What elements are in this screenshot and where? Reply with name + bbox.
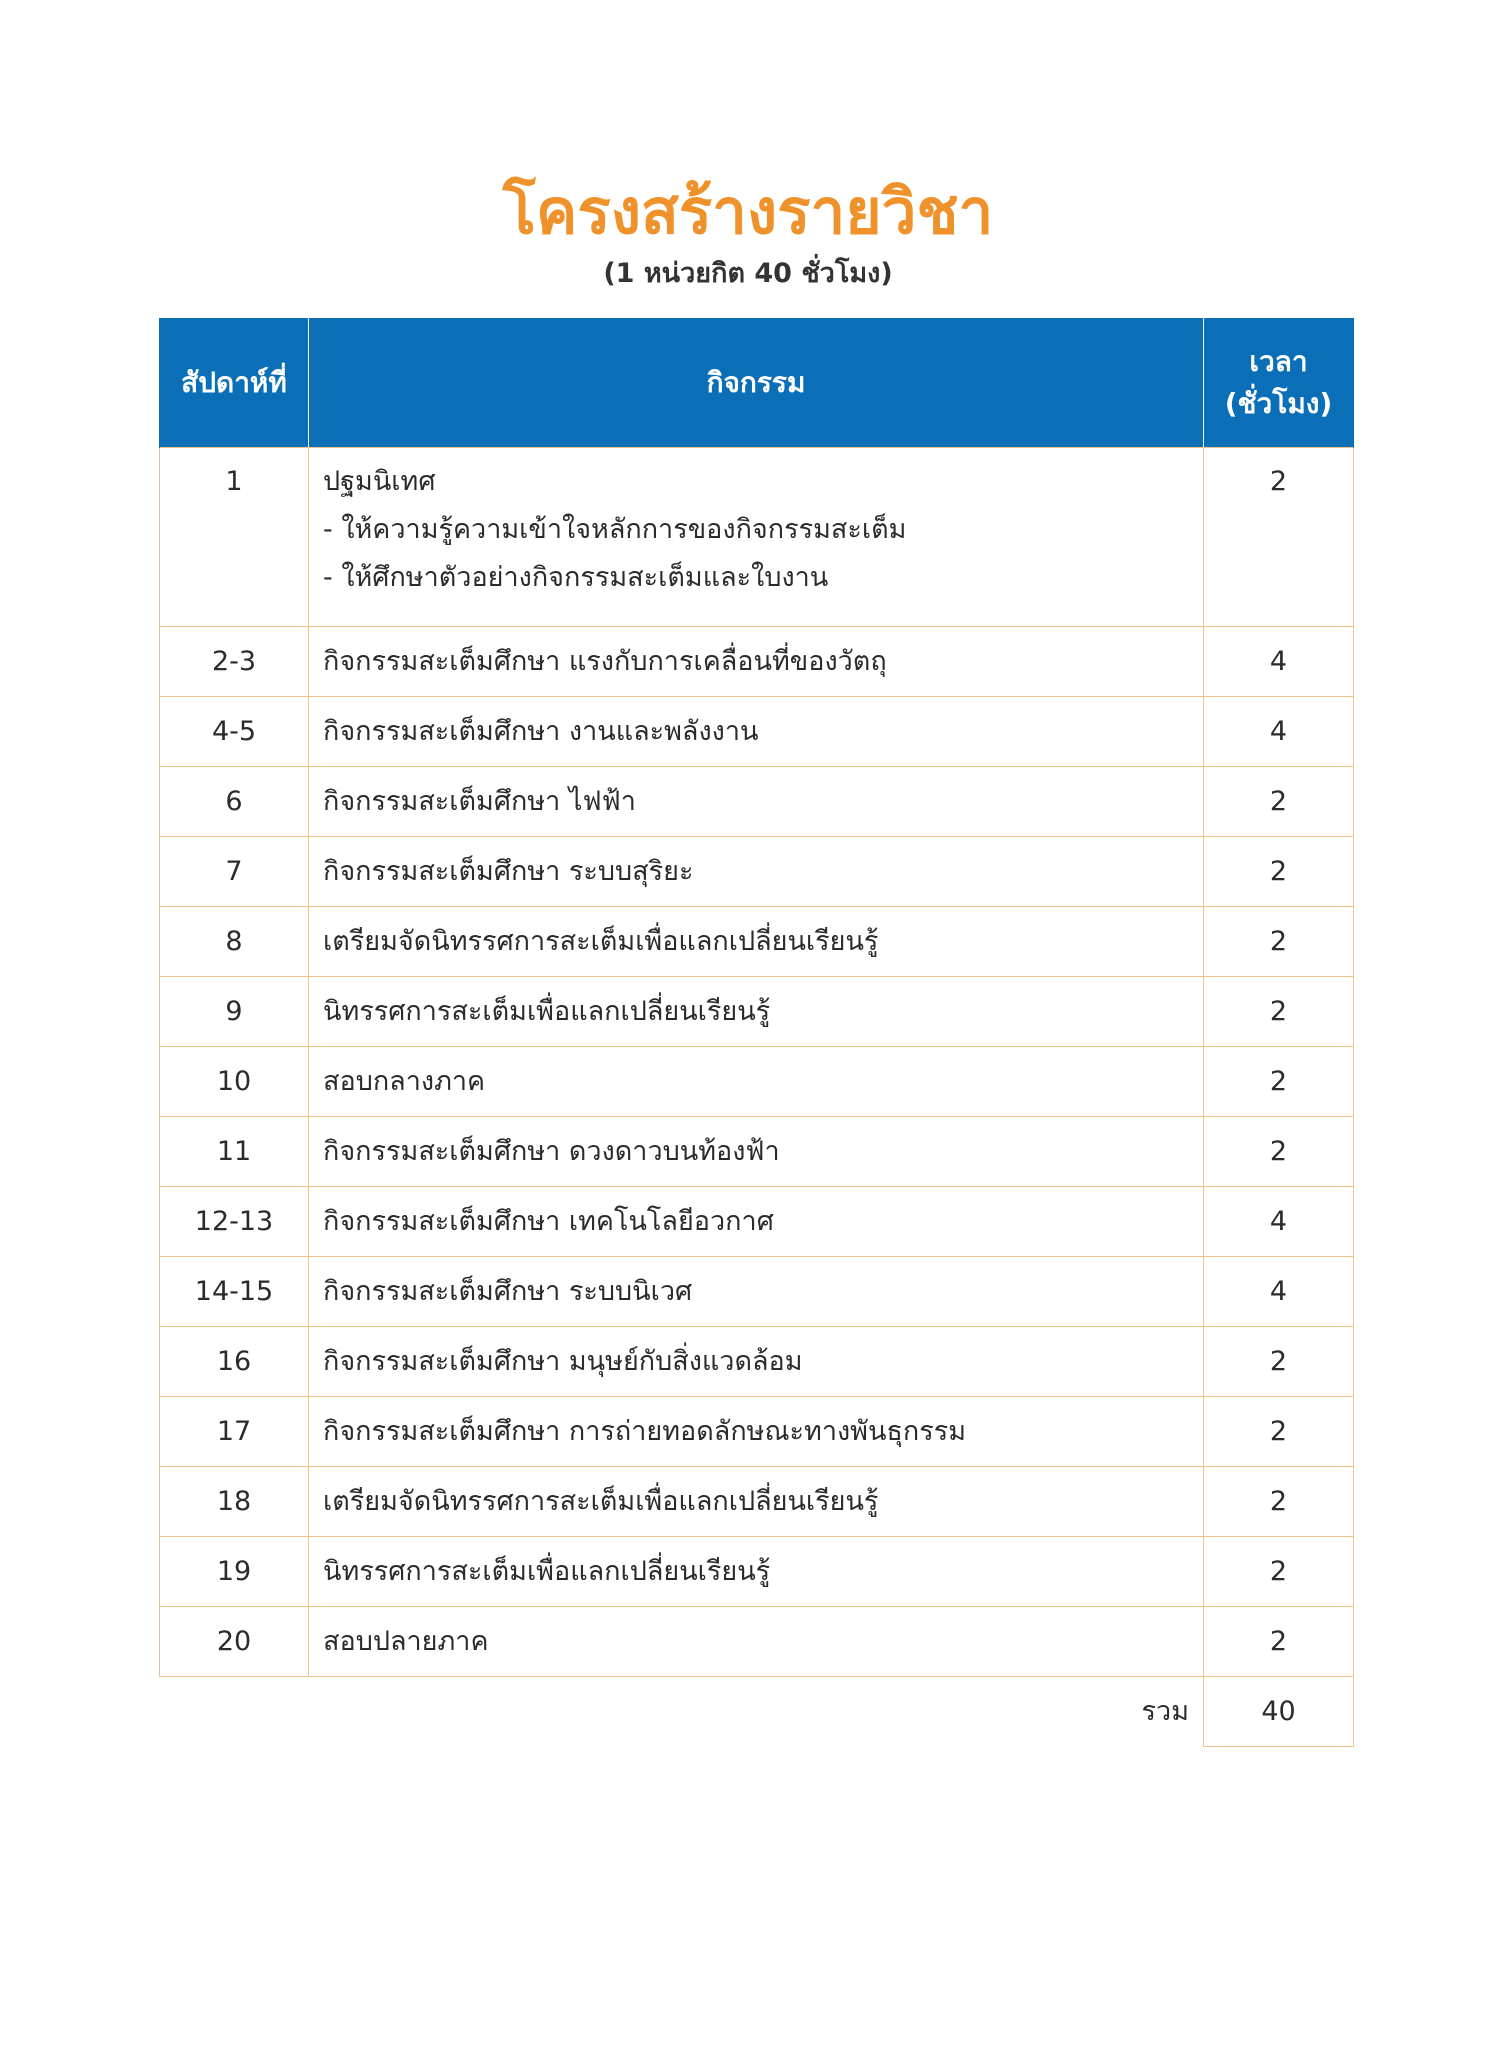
activity-line: สอบปลายภาค (323, 1625, 489, 1657)
activity-line: กิจกรรมสะเต็มศึกษา ระบบนิเวศ (323, 1275, 693, 1307)
hours-cell: 2 (1204, 1537, 1354, 1607)
hours-cell: 2 (1204, 837, 1354, 907)
table-row (160, 1047, 1354, 1117)
activity-cell (309, 977, 1204, 1047)
week-cell: 10 (160, 1047, 309, 1117)
hours-cell: 2 (1204, 1397, 1354, 1467)
week-cell: 12-13 (160, 1187, 309, 1257)
week-cell: 14-15 (160, 1257, 309, 1327)
week-cell: 7 (160, 837, 309, 907)
week-cell: 8 (160, 907, 309, 977)
activity-line: - ให้ความรู้ความเข้าใจหลักการของกิจกรรมสะเต็ม (323, 514, 907, 545)
activity-line: กิจกรรมสะเต็มศึกษา ระบบสุริยะ (323, 855, 694, 887)
header-time-line2: (ชั่วโมง) (1224, 386, 1333, 420)
hours-cell: 2 (1204, 1327, 1354, 1397)
week-cell: 1 (160, 448, 309, 627)
activity-line: ปฐมนิเทศ (323, 466, 436, 497)
page-title: โครงสร้างรายวิชา (502, 175, 994, 248)
hours-cell: 2 (1204, 977, 1354, 1047)
hours-cell: 2 (1204, 1047, 1354, 1117)
activity-line: สอบกลางภาค (323, 1065, 486, 1097)
hours-cell: 2 (1204, 767, 1354, 837)
week-cell: 20 (160, 1607, 309, 1677)
table-body (160, 448, 1354, 1677)
hours-cell: 2 (1204, 1467, 1354, 1537)
table-row (160, 1117, 1354, 1187)
page-subtitle: (1 หน่วยกิต 40 ชั่วโมง) (603, 258, 893, 289)
week-cell: 6 (160, 767, 309, 837)
table-header-row (160, 318, 1354, 448)
activity-line: กิจกรรมสะเต็มศึกษา แรงกับการเคลื่อนที่ของวัตถุ (323, 645, 887, 677)
table-row (160, 1607, 1354, 1677)
week-cell: 16 (160, 1327, 309, 1397)
activity-line: กิจกรรมสะเต็มศึกษา เทคโนโลยีอวกาศ (323, 1205, 774, 1237)
table-row (160, 1397, 1354, 1467)
total-row (160, 1677, 1354, 1747)
activity-cell (309, 767, 1204, 837)
activity-line: กิจกรรมสะเต็มศึกษา งานและพลังงาน (323, 715, 759, 747)
hours-cell: 4 (1204, 627, 1354, 697)
activity-cell (309, 1397, 1204, 1467)
table-row (160, 1327, 1354, 1397)
table-row (160, 627, 1354, 697)
header-time-line1: เวลา (1249, 344, 1308, 378)
week-cell: 18 (160, 1467, 309, 1537)
course-structure-table (159, 318, 1354, 1747)
header-week: สัปดาห์ที่ (160, 318, 309, 448)
table-row (160, 448, 1354, 627)
hours-cell: 2 (1204, 907, 1354, 977)
table-row (160, 1187, 1354, 1257)
activity-cell (309, 837, 1204, 907)
week-cell: 11 (160, 1117, 309, 1187)
hours-cell: 4 (1204, 1257, 1354, 1327)
hours-cell: 2 (1204, 1117, 1354, 1187)
week-cell: 17 (160, 1397, 309, 1467)
hours-cell: 4 (1204, 1187, 1354, 1257)
table-row (160, 977, 1354, 1047)
activity-cell (309, 1117, 1204, 1187)
activity-line: กิจกรรมสะเต็มศึกษา การถ่ายทอดลักษณะทางพันธุกรรม (323, 1415, 967, 1447)
activity-cell (309, 907, 1204, 977)
table-row (160, 837, 1354, 907)
activity-cell (309, 1537, 1204, 1607)
activity-line: เตรียมจัดนิทรรศการสะเต็มเพื่อแลกเปลี่ยนเรียนรู้ (323, 1485, 879, 1517)
activity-line: เตรียมจัดนิทรรศการสะเต็มเพื่อแลกเปลี่ยนเรียนรู้ (323, 925, 879, 957)
activity-cell (309, 1467, 1204, 1537)
activity-line: กิจกรรมสะเต็มศึกษา ไฟฟ้า (323, 785, 636, 817)
activity-cell (309, 448, 1204, 627)
activity-line: - ให้ศึกษาตัวอย่างกิจกรรมสะเต็มและใบงาน (323, 562, 829, 593)
week-cell: 19 (160, 1537, 309, 1607)
activity-cell (309, 1257, 1204, 1327)
activity-line: นิทรรศการสะเต็มเพื่อแลกเปลี่ยนเรียนรู้ (323, 1555, 771, 1587)
week-cell: 9 (160, 977, 309, 1047)
table-row (160, 1257, 1354, 1327)
activity-cell (309, 627, 1204, 697)
hours-cell: 2 (1204, 448, 1354, 627)
week-cell: 4-5 (160, 697, 309, 767)
activity-line: กิจกรรมสะเต็มศึกษา ดวงดาวบนท้องฟ้า (323, 1135, 780, 1167)
hours-cell: 4 (1204, 697, 1354, 767)
table-row (160, 907, 1354, 977)
table-row (160, 1467, 1354, 1537)
header-time (1204, 318, 1354, 448)
table-row (160, 1537, 1354, 1607)
week-cell: 2-3 (160, 627, 309, 697)
activity-cell (309, 1327, 1204, 1397)
table-row (160, 697, 1354, 767)
total-label: รวม (1141, 1695, 1189, 1727)
activity-cell (309, 1187, 1204, 1257)
activity-cell (309, 1607, 1204, 1677)
header-activity: กิจกรรม (309, 318, 1204, 448)
activity-line: นิทรรศการสะเต็มเพื่อแลกเปลี่ยนเรียนรู้ (323, 995, 771, 1027)
activity-line: กิจกรรมสะเต็มศึกษา มนุษย์กับสิ่งแวดล้อม (323, 1345, 803, 1377)
hours-cell: 2 (1204, 1607, 1354, 1677)
table-row (160, 767, 1354, 837)
total-value: 40 (1204, 1677, 1354, 1747)
activity-cell (309, 1047, 1204, 1117)
activity-cell (309, 697, 1204, 767)
